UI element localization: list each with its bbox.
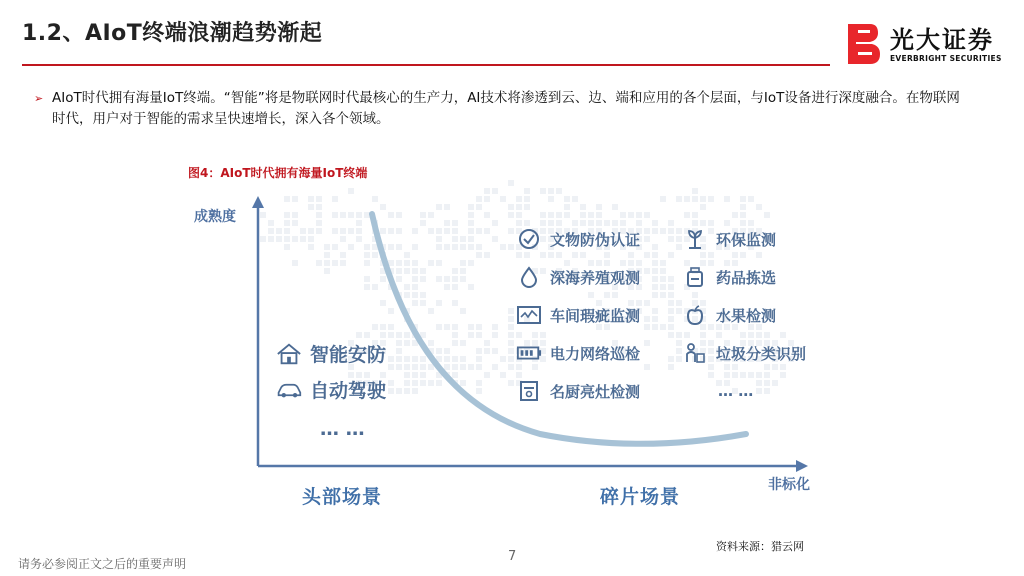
title-divider	[22, 64, 830, 66]
category-fragmented: 碎片场景	[600, 486, 681, 508]
aiot-figure	[180, 156, 840, 526]
car-icon	[276, 379, 302, 401]
source-note: 资料来源：猎云网	[716, 540, 804, 553]
frag-item-label: 文物防伪认证	[550, 230, 641, 249]
logo-name-en: EVERBRIGHT SECURITIES	[890, 54, 1002, 63]
logo-name-cn: 光大证券	[890, 26, 994, 54]
category-head: 头部场景	[302, 486, 383, 508]
frag-item	[682, 266, 776, 288]
head-item-driving	[276, 376, 386, 403]
frag-item-label: 深海养殖观测	[550, 268, 641, 287]
logo-mark-icon	[846, 22, 882, 68]
medicine-icon	[682, 266, 708, 288]
y-axis-label: 成熟度	[194, 209, 236, 225]
battery-icon	[516, 342, 542, 364]
y-axis-arrow-icon	[252, 196, 264, 208]
frag-item	[682, 342, 806, 364]
frag-item-label: 车间瑕疵监测	[550, 306, 641, 325]
x-axis-arrow-icon	[796, 460, 808, 472]
frag-item	[516, 380, 640, 402]
frag-item	[682, 304, 776, 326]
bullet-paragraph	[34, 88, 964, 130]
frag-item	[682, 228, 776, 250]
frag-item	[516, 266, 640, 288]
stove-icon	[516, 380, 542, 402]
water-drop-icon	[516, 266, 542, 288]
bullet-text: AIoT时代拥有海量IoT终端。“智能”将是物联网时代最核心的生产力，AI技术将渗透到云、边、端和应用的各个层面，与IoT设备进行深度融合。在物联网时代，用户对于智能的需求呈快速增长，深入各个领域。	[52, 90, 960, 127]
head-item-label: 自动驾驶	[310, 380, 387, 402]
figure-title: 图4：AIoT时代拥有海量IoT终端	[188, 166, 368, 180]
frag-item-label: 水果检测	[716, 306, 777, 325]
page-number: 7	[508, 549, 517, 564]
frag-item	[516, 342, 640, 364]
slide-title: 1.2、AIoT终端浪潮趋势渐起	[22, 21, 323, 46]
footer-disclaimer: 请务必参阅正文之后的重要声明	[18, 557, 187, 571]
frag-item-more	[718, 382, 753, 400]
head-item-more	[320, 418, 365, 440]
frag-item-label: 药品拣选	[716, 268, 777, 287]
home-icon	[276, 343, 302, 365]
head-item-security	[276, 340, 386, 367]
bullet-arrow-icon: ➢	[34, 92, 44, 105]
frag-item	[516, 228, 640, 250]
frag-item-label: 电力网络巡检	[550, 344, 641, 363]
frag-item-label: 名厨亮灶检测	[550, 382, 641, 401]
frag-item-label: 垃圾分类识别	[716, 344, 807, 363]
apple-icon	[682, 304, 708, 326]
recycle-person-icon	[682, 342, 708, 364]
head-item-label: 智能安防	[310, 344, 387, 366]
frag-item-label: 环保监测	[716, 230, 777, 249]
frag-item	[516, 304, 640, 326]
monitor-icon	[516, 304, 542, 326]
x-axis-label: 非标化	[768, 477, 810, 493]
head-item-label: … …	[320, 418, 365, 440]
company-logo	[846, 22, 1016, 68]
check-badge-icon	[516, 228, 542, 250]
frag-item-label: … …	[718, 382, 754, 400]
plant-icon	[682, 228, 708, 250]
